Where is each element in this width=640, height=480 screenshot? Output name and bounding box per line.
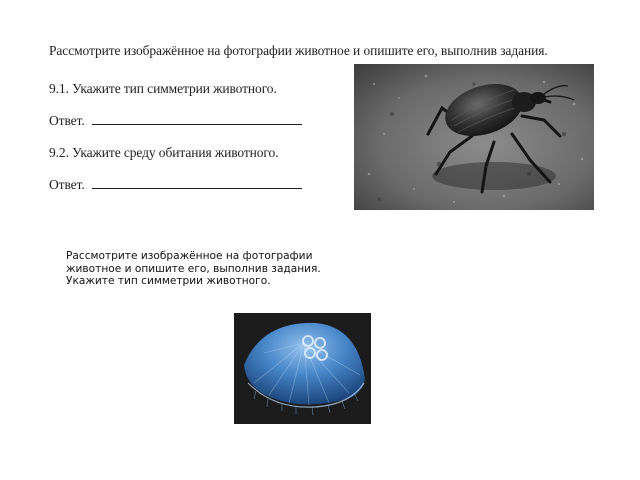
question-habitat: 9.2. Укажите среду обитания животного. <box>49 145 279 160</box>
answer-label: Ответ. <box>49 113 85 128</box>
task-intro: Рассмотрите изображённое на фотографии животное и опишите его, выполнив задания. <box>49 43 548 58</box>
beetle-icon <box>354 64 594 210</box>
second-task-line-2: животное и опишите его, выполнив задания. <box>66 262 321 275</box>
answer-label: Ответ. <box>49 177 85 192</box>
second-task-line-1: Рассмотрите изображённое на фотографии <box>66 250 313 262</box>
beetle-photo <box>354 64 594 210</box>
second-task-line-3: Укажите тип симметрии животного. <box>66 275 271 288</box>
second-task-text <box>66 250 321 288</box>
jellyfish-photo <box>234 313 371 424</box>
answer-blank-line <box>92 113 302 125</box>
question-symmetry: 9.1. Укажите тип симметрии животного. <box>49 81 277 96</box>
answer-row-2 <box>49 177 302 193</box>
answer-row-1 <box>49 113 302 129</box>
jellyfish-icon <box>234 313 371 424</box>
answer-blank-line <box>92 177 302 189</box>
